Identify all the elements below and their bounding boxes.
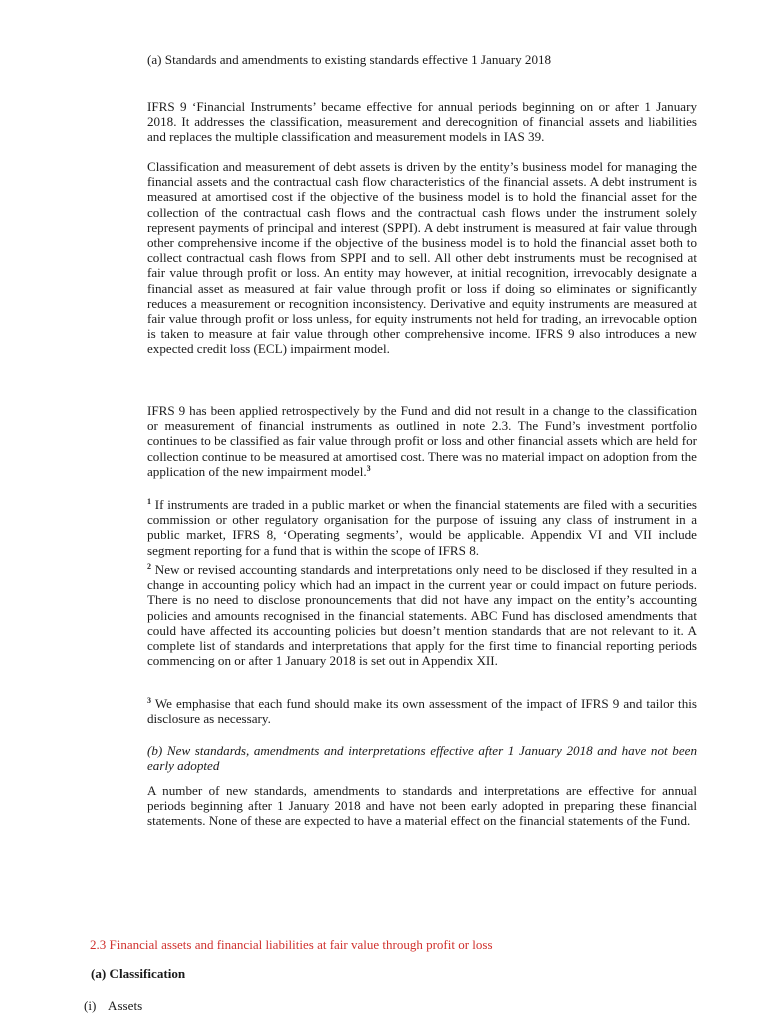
list-item-number: (i)	[84, 998, 97, 1013]
footnote-2: $^2$ New or revised accounting standards and interpretations only need to be disclosed if they resulted in a change in accounting policy which had an impact in the current year or could impact on future periods. There is no need to disclose pronouncements that did not have any impact on the entity’s accounting policies and amounts recognised in the financial statements. ABC Fund has disclosed amendments that could have affected its accounting policies but doesn’t mention standards that are not relevant to it. A complete list of standards and interpretations that apply for the first time to financial reporting periods commencing on or after 1 January 2018 is set out in Appendix XII.	[147, 562, 697, 669]
classification-subheading: (a) Classification	[91, 966, 186, 981]
footnote-1: $^1$ If instruments are traded in a public market or when the financial statements are filed with a securities commission or other regulatory organisation for the purpose of issuing any class of instrument in a public market, IFRS 8, ‘Operating segments’, would be applicable. Appendix VI and VII include segment reporting for a fund that is within the scope of IFRS 8.	[147, 497, 697, 558]
footnote-marker: 3	[147, 696, 151, 705]
section-b-paragraph: A number of new standards, amendments to standards and interpretations are effective for annual periods beginning after 1 January 2018 and have not been early adopted in preparing these financial statements. None of these are expected to have a material effect on the financial statements of the Fund.	[147, 783, 697, 829]
footnote-marker: 2	[147, 562, 151, 571]
ifrs9-intro-paragraph: IFRS 9 ‘Financial Instruments’ became effective for annual periods beginning on or after 1 January 2018. It addresses the classification, measurement and derecognition of financial assets and liabilities and replaces the multiple classification and measurement models in IAS 39.	[147, 99, 697, 145]
section-2-3-heading: 2.3 Financial assets and financial liabilities at fair value through profit or loss	[90, 937, 493, 952]
footnote-marker: 1	[147, 497, 151, 506]
list-item-assets	[84, 998, 142, 1014]
footnote-ref-3: 3	[366, 463, 371, 473]
classification-paragraph: Classification and measurement of debt assets is driven by the entity’s business model for managing the financial assets and the contractual cash flow characteristics of the financial assets. A debt instrument is measured at amortised cost if the objective of the business model is to hold the financial asset for the collection of the contractual cash flows and the contractual cash flows under the instrument solely represent payments of principal and interest (SPPI). A debt instrument is measured at fair value through other comprehensive income if the objective of the business model is to hold the financial asset both to collect contractual cash flows from SPPI and to sell. All other debt instruments must be recognised at fair value through profit or loss. An entity may however, at initial recognition, irrevocably designate a financial asset as measured at fair value through profit or loss if doing so eliminates or significantly reduces a measurement or recognition inconsistency. Derivative and equity instruments are measured at fair value through profit or loss unless, for equity instruments not held for trading, an irrevocable option is taken to measure at fair value through other comprehensive income. IFRS 9 also introduces a new expected credit loss (ECL) impairment model.	[147, 159, 697, 357]
section-b-heading: (b) New standards, amendments and interpretations effective after 1 January 2018 and have not been early adopted	[147, 743, 697, 774]
list-item-text: Assets	[108, 998, 143, 1013]
section-a-heading: (a) Standards and amendments to existing standards effective 1 January 2018	[147, 52, 552, 67]
footnote-3: $^3$ We emphasise that each fund should make its own assessment of the impact of IFRS 9 and tailor this disclosure as necessary.	[147, 696, 697, 727]
application-paragraph: IFRS 9 has been applied retrospectively by the Fund and did not result in a change to the classification or measurement of financial instruments as outlined in note 2.3. The Fund’s investment portfolio continues to be classified as fair value through profit or loss and other financial assets which are held for collection continue to be measured at amortised cost. There was no material impact on adoption from the application of the new impairment model.$^3$	[147, 403, 697, 479]
